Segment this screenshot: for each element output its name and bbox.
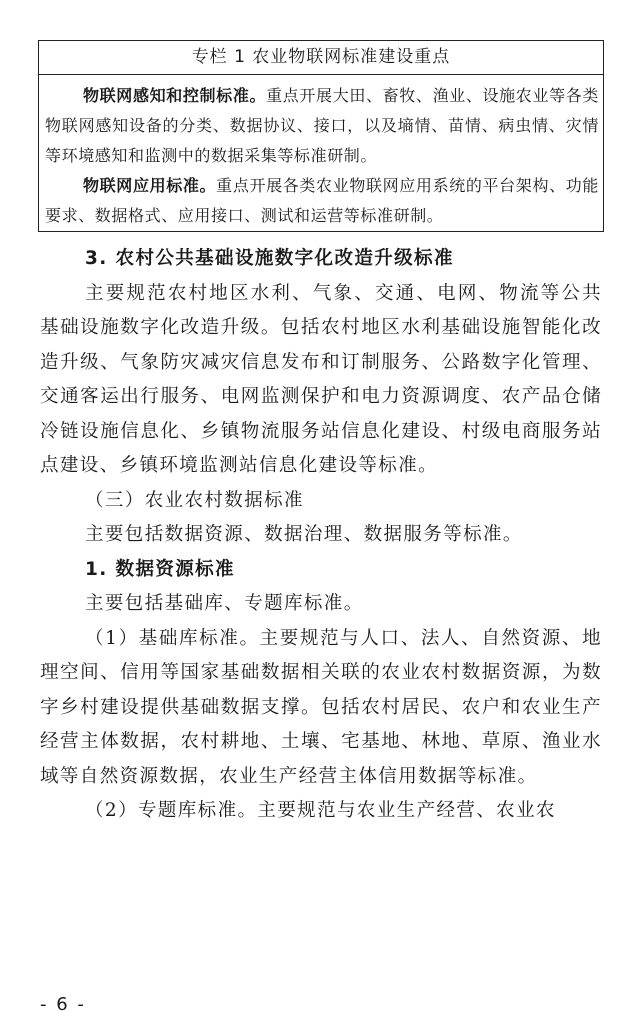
box-title: 专栏 1 农业物联网标准建设重点: [39, 41, 603, 75]
page-number: - 6 -: [40, 994, 86, 1015]
section-heading-data-standards: （三）农业农村数据标准: [85, 489, 304, 511]
paragraph-base-library: （1）基础库标准。主要规范与人口、法人、自然资源、地理空间、信用等国家基础数据相关联的农业农村数据资源，为数字乡村建设提供基础数据支撑。包括农村居民、农户和农业生产经营主体数据，农村耕地、土壤、宅基地、林地、草原、渔业水域等自然资源数据，农业生产经营主体信用数据等标准。: [40, 627, 602, 787]
section-heading-rural-infrastructure: 3. 农村公共基础设施数字化改造升级标准: [85, 248, 454, 269]
box-item-lead: 物联网感知和控制标准。: [83, 86, 267, 105]
paragraph-rural-infrastructure: 主要规范农村地区水利、气象、交通、电网、物流等公共基础设施数字化改造升级。包括农村地区水利基础设施智能化改造升级、气象防灾减灾信息发布和订制服务、公路数字化管理、交通客运出行服务、电网监测保护和电力资源调度、农产品仓储冷链设施信息化、乡镇物流服务站信息化建设、村级电商服务站点建设、乡镇环境监测站信息化建设等标准。: [40, 282, 602, 476]
box-item-application: [39, 171, 603, 231]
main-content: [40, 242, 602, 829]
box-item-lead: 物联网应用标准。: [83, 176, 217, 195]
paragraph-topic-library: （2）专题库标准。主要规范与农业生产经营、农业农: [85, 800, 556, 821]
box-item-perception: [39, 75, 603, 171]
box-item-text: 重点开展各类农业物联网应用系统的平台架构、功能要求、数据格式、应用接口、测试和运营等标准研制。: [45, 176, 599, 225]
paragraph-data-standards: 主要包括数据资源、数据治理、数据服务等标准。: [85, 524, 523, 545]
section-heading-data-resources: 1. 数据资源标准: [85, 558, 235, 580]
paragraph-data-resources: 主要包括基础库、专题库标准。: [85, 593, 364, 614]
box-item-text: 重点开展大田、畜牧、渔业、设施农业等各类物联网感知设备的分类、数据协议、接口，以及墒情、苗情、病虫情、灾情等环境感知和监测中的数据采集等标准研制。: [45, 86, 599, 165]
sidebar-box: [38, 40, 604, 232]
